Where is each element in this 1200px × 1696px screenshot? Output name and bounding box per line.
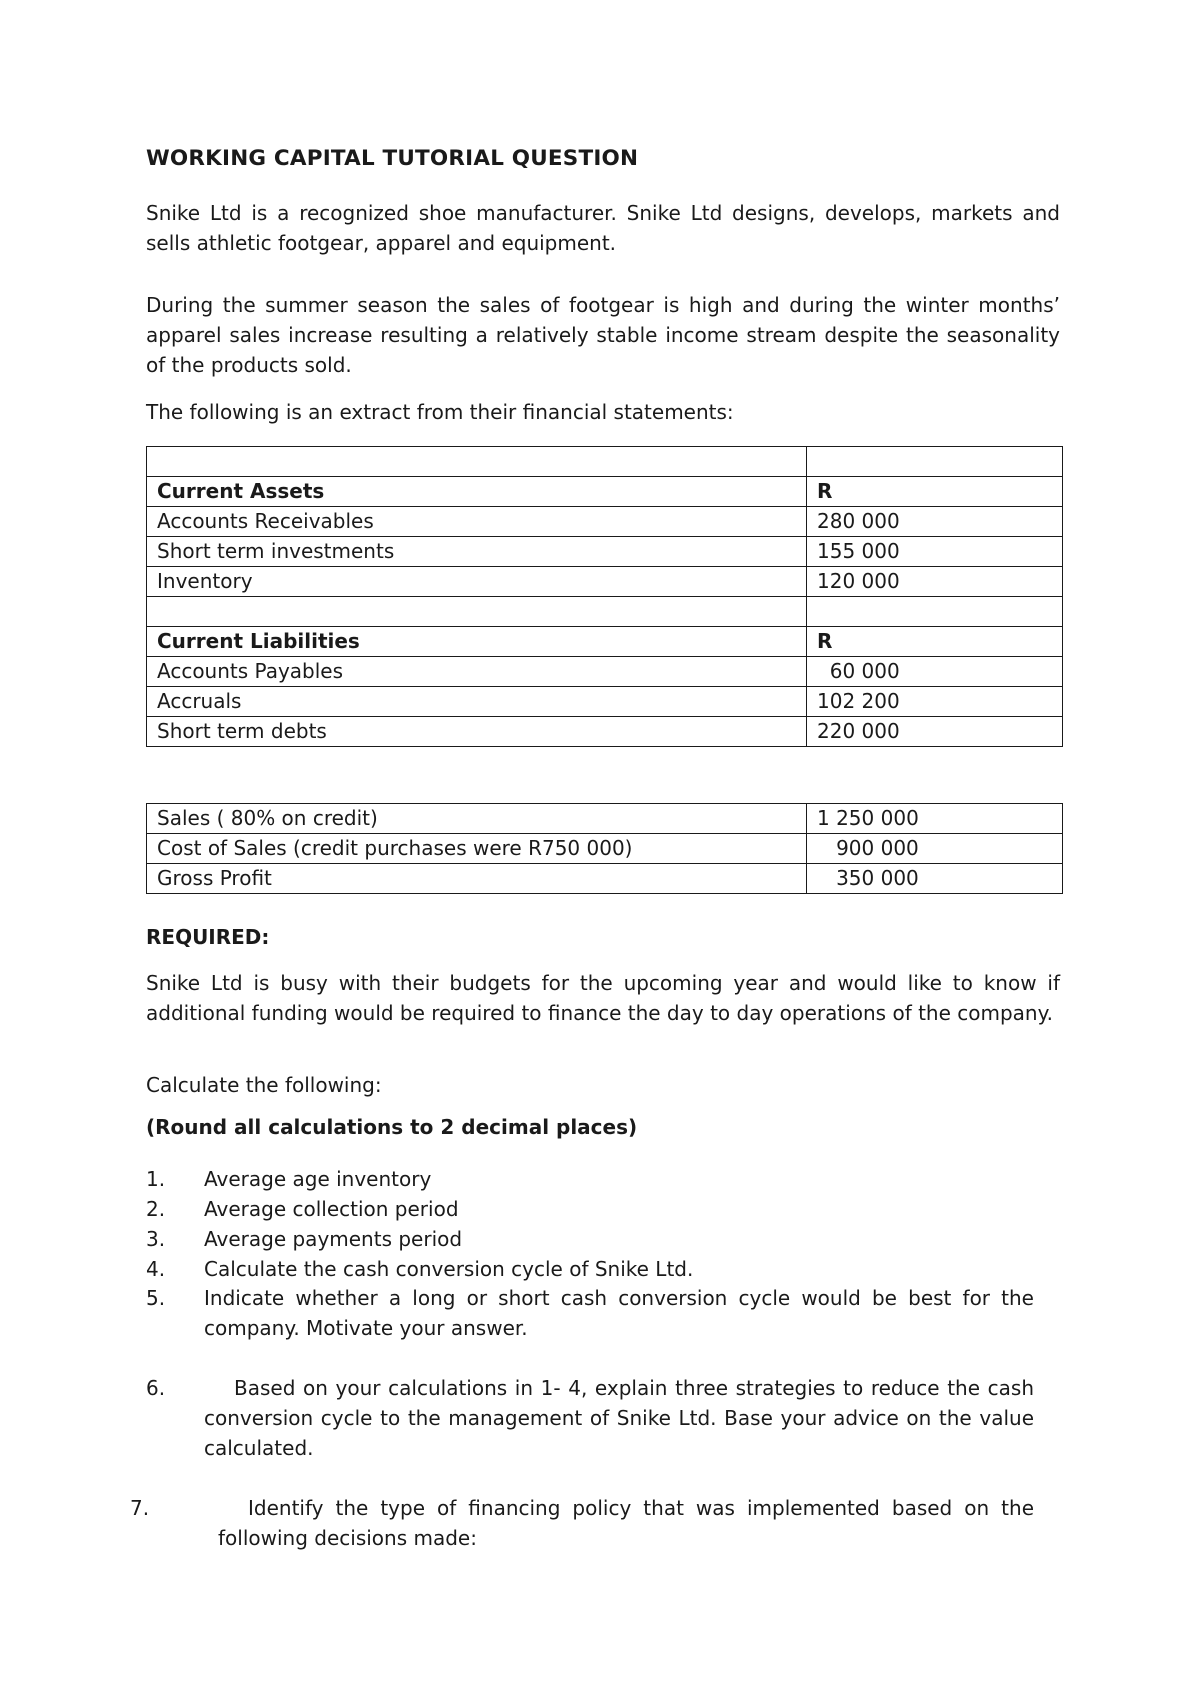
intro-paragraph: The following is an extract from their financial statements: bbox=[146, 400, 734, 424]
table-cell-label: Sales ( 80% on credit) bbox=[147, 804, 807, 834]
list-item-text: Based on your calculations in 1- 4, explain three strategies to reduce the cash conversion cycle to the management of Snike Ltd. Base your advice on the value calculated. bbox=[204, 1376, 1034, 1460]
required-heading-text: REQUIRED: bbox=[146, 925, 270, 949]
table-row bbox=[147, 657, 1063, 687]
list-item-text: Average collection period bbox=[204, 1197, 459, 1221]
intro-paragraph: Snike Ltd is a recognized shoe manufacturer. Snike Ltd designs, develops, markets and sells athletic footgear, apparel and equipment. bbox=[146, 201, 1060, 255]
table-row bbox=[147, 687, 1063, 717]
table-cell-value: 155 000 bbox=[807, 537, 1063, 567]
list-item-number: 2. bbox=[146, 1197, 166, 1221]
table-row bbox=[147, 477, 1063, 507]
table-cell-label: Short term debts bbox=[147, 717, 807, 747]
list-item-text: Indicate whether a long or short cash conversion cycle would be best for the company. Motivate your answer. bbox=[204, 1286, 1034, 1340]
table-cell-value: 120 000 bbox=[807, 567, 1063, 597]
table-row bbox=[147, 864, 1063, 894]
intro-paragraph: During the summer season the sales of footgear is high and during the winter months’ apparel sales increase resulting a relatively stable income stream despite the seasonality of the products sold. bbox=[146, 293, 1060, 377]
table-cell-value: 350 000 bbox=[807, 864, 1063, 894]
list-item-text: Average payments period bbox=[204, 1227, 463, 1251]
table-row bbox=[147, 717, 1063, 747]
table-cell-value: 60 000 bbox=[807, 657, 1063, 687]
page-title: WORKING CAPITAL TUTORIAL QUESTION bbox=[146, 146, 639, 171]
table-row bbox=[147, 834, 1063, 864]
rounding-note: (Round all calculations to 2 decimal places) bbox=[146, 1115, 638, 1139]
table-cell-value bbox=[807, 447, 1063, 477]
list-item-number: 5. bbox=[146, 1286, 166, 1310]
table-cell-label: Accounts Payables bbox=[147, 657, 807, 687]
list-item-text: Calculate the cash conversion cycle of Snike Ltd. bbox=[204, 1257, 694, 1281]
table-cell-value: 220 000 bbox=[807, 717, 1063, 747]
table-cell-label bbox=[147, 597, 807, 627]
table-cell-label: Gross Profit bbox=[147, 864, 807, 894]
table-cell-value: 280 000 bbox=[807, 507, 1063, 537]
table-row bbox=[147, 537, 1063, 567]
table-cell-label: Cost of Sales (credit purchases were R750 000) bbox=[147, 834, 807, 864]
list-item-number: 1. bbox=[146, 1167, 166, 1191]
table-row bbox=[147, 597, 1063, 627]
table-cell-label: Accruals bbox=[147, 687, 807, 717]
required-paragraph: Snike Ltd is busy with their budgets for the upcoming year and would like to know if additional funding would be required to finance the day to day operations of the company. bbox=[146, 971, 1060, 1025]
table-cell-value bbox=[807, 597, 1063, 627]
balance-sheet-table bbox=[146, 446, 1063, 747]
table-currency-header: R bbox=[807, 627, 1063, 657]
table-cell-label: Short term investments bbox=[147, 537, 807, 567]
table-cell-label: Accounts Receivables bbox=[147, 507, 807, 537]
table-cell-value: 900 000 bbox=[807, 834, 1063, 864]
table-section-header: Current Liabilities bbox=[147, 627, 807, 657]
table-cell-value: 1 250 000 bbox=[807, 804, 1063, 834]
table-cell-label bbox=[147, 447, 807, 477]
table-row bbox=[147, 507, 1063, 537]
list-item-number: 6. bbox=[146, 1376, 166, 1400]
table-row bbox=[147, 804, 1063, 834]
table-section-header: Current Assets bbox=[147, 477, 807, 507]
list-item-number: 4. bbox=[146, 1257, 166, 1281]
required-heading bbox=[146, 922, 269, 952]
table-row bbox=[147, 447, 1063, 477]
table-currency-header: R bbox=[807, 477, 1063, 507]
list-item-number: 3. bbox=[146, 1227, 166, 1251]
table-cell-value: 102 200 bbox=[807, 687, 1063, 717]
table-cell-label: Inventory bbox=[147, 567, 807, 597]
list-item-text: Identify the type of financing policy that was implemented based on the following decisions made: bbox=[218, 1496, 1034, 1550]
list-item-text: Average age inventory bbox=[204, 1167, 432, 1191]
table-row bbox=[147, 567, 1063, 597]
calculate-label: Calculate the following: bbox=[146, 1073, 382, 1097]
list-item-number: 7. bbox=[130, 1496, 150, 1520]
table-row bbox=[147, 627, 1063, 657]
income-statement-table bbox=[146, 803, 1063, 894]
